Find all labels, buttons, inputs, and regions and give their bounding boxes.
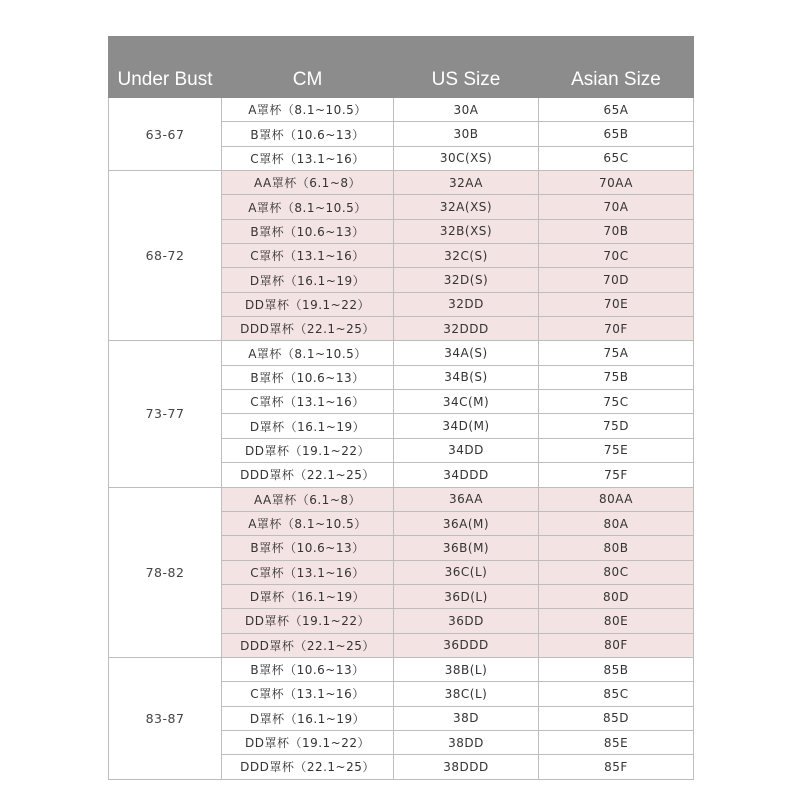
- cm-cell: D罩杯（16.1~19）: [222, 706, 394, 730]
- asian-size-cell: 85F: [539, 755, 694, 779]
- table-row: [109, 98, 694, 122]
- asian-size-cell: 80E: [539, 609, 694, 633]
- table-row: [109, 487, 694, 511]
- under-bust-cell: 68-72: [109, 171, 222, 341]
- cm-cell: AA罩杯（6.1~8）: [222, 171, 394, 195]
- us-size-cell: 36AA: [394, 487, 539, 511]
- asian-size-cell: 75A: [539, 341, 694, 365]
- cm-cell: B罩杯（10.6~13）: [222, 536, 394, 560]
- header-cm: CM: [222, 37, 394, 98]
- table-row: [109, 171, 694, 195]
- asian-size-cell: 70D: [539, 268, 694, 292]
- asian-size-cell: 70C: [539, 244, 694, 268]
- us-size-cell: 38DDD: [394, 755, 539, 779]
- cm-cell: DD罩杯（19.1~22）: [222, 438, 394, 462]
- under-bust-cell: 78-82: [109, 487, 222, 657]
- cm-cell: D罩杯（16.1~19）: [222, 414, 394, 438]
- cm-cell: DDD罩杯（22.1~25）: [222, 317, 394, 341]
- us-size-cell: 32DDD: [394, 317, 539, 341]
- header-us-size: US Size: [394, 37, 539, 98]
- cm-cell: C罩杯（13.1~16）: [222, 390, 394, 414]
- cm-cell: B罩杯（10.6~13）: [222, 219, 394, 243]
- asian-size-cell: 75E: [539, 438, 694, 462]
- asian-size-cell: 70F: [539, 317, 694, 341]
- us-size-cell: 32D(S): [394, 268, 539, 292]
- asian-size-cell: 80D: [539, 584, 694, 608]
- cm-cell: C罩杯（13.1~16）: [222, 146, 394, 170]
- cm-cell: AA罩杯（6.1~8）: [222, 487, 394, 511]
- cm-cell: B罩杯（10.6~13）: [222, 365, 394, 389]
- us-size-cell: 34D(M): [394, 414, 539, 438]
- asian-size-cell: 75F: [539, 463, 694, 487]
- cm-cell: B罩杯（10.6~13）: [222, 122, 394, 146]
- under-bust-cell: 63-67: [109, 98, 222, 171]
- asian-size-cell: 75B: [539, 365, 694, 389]
- cm-cell: D罩杯（16.1~19）: [222, 268, 394, 292]
- asian-size-cell: 85D: [539, 706, 694, 730]
- us-size-cell: 36D(L): [394, 584, 539, 608]
- asian-size-cell: 85C: [539, 682, 694, 706]
- us-size-cell: 32AA: [394, 171, 539, 195]
- asian-size-cell: 80B: [539, 536, 694, 560]
- us-size-cell: 34DD: [394, 438, 539, 462]
- asian-size-cell: 80A: [539, 511, 694, 535]
- us-size-cell: 34B(S): [394, 365, 539, 389]
- us-size-cell: 32DD: [394, 292, 539, 316]
- us-size-cell: 34A(S): [394, 341, 539, 365]
- table-row: [109, 341, 694, 365]
- us-size-cell: 30A: [394, 98, 539, 122]
- asian-size-cell: 65B: [539, 122, 694, 146]
- cm-cell: DDD罩杯（22.1~25）: [222, 755, 394, 779]
- us-size-cell: 38D: [394, 706, 539, 730]
- cm-cell: D罩杯（16.1~19）: [222, 584, 394, 608]
- us-size-cell: 36A(M): [394, 511, 539, 535]
- size-chart: [108, 36, 693, 780]
- asian-size-cell: 80F: [539, 633, 694, 657]
- us-size-cell: 30C(XS): [394, 146, 539, 170]
- cm-cell: B罩杯（10.6~13）: [222, 657, 394, 681]
- us-size-cell: 36DDD: [394, 633, 539, 657]
- asian-size-cell: 75D: [539, 414, 694, 438]
- asian-size-cell: 70A: [539, 195, 694, 219]
- cm-cell: DD罩杯（19.1~22）: [222, 292, 394, 316]
- cm-cell: C罩杯（13.1~16）: [222, 560, 394, 584]
- us-size-cell: 32A(XS): [394, 195, 539, 219]
- us-size-cell: 34C(M): [394, 390, 539, 414]
- under-bust-cell: 73-77: [109, 341, 222, 487]
- under-bust-cell: 83-87: [109, 657, 222, 779]
- table-header: [109, 37, 694, 98]
- asian-size-cell: 85B: [539, 657, 694, 681]
- us-size-cell: 38DD: [394, 730, 539, 754]
- cm-cell: DD罩杯（19.1~22）: [222, 609, 394, 633]
- table-row: [109, 657, 694, 681]
- asian-size-cell: 85E: [539, 730, 694, 754]
- asian-size-cell: 65C: [539, 146, 694, 170]
- us-size-cell: 36DD: [394, 609, 539, 633]
- header-asian-size: Asian Size: [539, 37, 694, 98]
- size-table: [108, 36, 694, 780]
- asian-size-cell: 80C: [539, 560, 694, 584]
- cm-cell: A罩杯（8.1~10.5）: [222, 98, 394, 122]
- cm-cell: DDD罩杯（22.1~25）: [222, 463, 394, 487]
- us-size-cell: 36C(L): [394, 560, 539, 584]
- us-size-cell: 38B(L): [394, 657, 539, 681]
- asian-size-cell: 70AA: [539, 171, 694, 195]
- cm-cell: A罩杯（8.1~10.5）: [222, 341, 394, 365]
- cm-cell: A罩杯（8.1~10.5）: [222, 511, 394, 535]
- asian-size-cell: 65A: [539, 98, 694, 122]
- us-size-cell: 38C(L): [394, 682, 539, 706]
- cm-cell: C罩杯（13.1~16）: [222, 682, 394, 706]
- asian-size-cell: 70E: [539, 292, 694, 316]
- cm-cell: A罩杯（8.1~10.5）: [222, 195, 394, 219]
- us-size-cell: 32C(S): [394, 244, 539, 268]
- us-size-cell: 36B(M): [394, 536, 539, 560]
- cm-cell: DD罩杯（19.1~22）: [222, 730, 394, 754]
- asian-size-cell: 75C: [539, 390, 694, 414]
- us-size-cell: 32B(XS): [394, 219, 539, 243]
- asian-size-cell: 80AA: [539, 487, 694, 511]
- table-body: [109, 98, 694, 780]
- header-under-bust: Under Bust: [109, 37, 222, 98]
- asian-size-cell: 70B: [539, 219, 694, 243]
- cm-cell: C罩杯（13.1~16）: [222, 244, 394, 268]
- header-row: [109, 37, 694, 98]
- cm-cell: DDD罩杯（22.1~25）: [222, 633, 394, 657]
- us-size-cell: 30B: [394, 122, 539, 146]
- us-size-cell: 34DDD: [394, 463, 539, 487]
